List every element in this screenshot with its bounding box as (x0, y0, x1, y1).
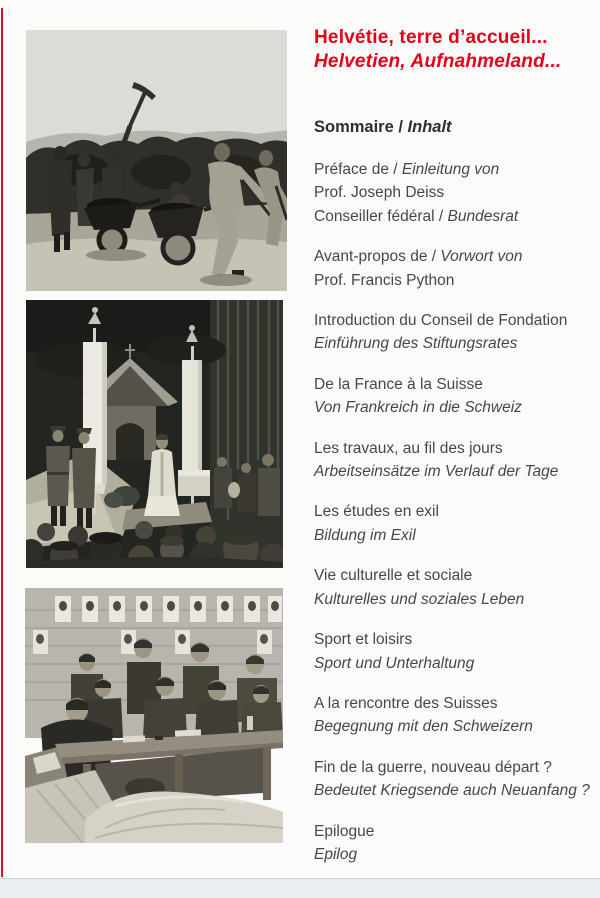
toc-line: Introduction du Conseil de Fondation (314, 312, 568, 330)
toc-line: De la France à la Suisse (314, 375, 483, 393)
toc-entry (314, 564, 596, 611)
toc-entry (314, 158, 596, 228)
toc-entry (314, 309, 596, 356)
toc-entry (314, 692, 596, 739)
toc-entry (314, 628, 596, 675)
toc-line: Bedeutet Kriegsende auch Neuanfang ? (314, 782, 590, 800)
toc-line: Von Frankreich in die Schweiz (314, 399, 522, 417)
toc-line: Les travaux, au fil des jours (314, 439, 503, 457)
toc-entry (314, 245, 596, 292)
page-bottom-edge (0, 878, 600, 898)
work-scene-illustration (26, 30, 287, 291)
toc-line: Arbeitseinsätze im Verlauf der Tage (314, 463, 559, 481)
toc-line: Vie culturelle et sociale (314, 567, 473, 585)
page-title (314, 26, 596, 74)
toc-entry (314, 756, 596, 803)
content-column (314, 26, 596, 883)
photo-classroom (25, 588, 283, 843)
toc-line: Les études en exil (314, 503, 439, 521)
toc-entry (314, 820, 596, 867)
toc-line: Kulturelles und soziales Leben (314, 590, 525, 608)
toc-entry (314, 500, 596, 547)
toc-line: Fin de la guerre, nouveau départ ? (314, 758, 552, 776)
page-edge-red-line (1, 8, 3, 877)
toc-line: Conseiller fédéral / Bundesrat (314, 207, 519, 225)
photo-field-mass (26, 300, 283, 568)
classroom-illustration (25, 588, 283, 843)
photo-work-scene (26, 30, 287, 291)
toc-entry (314, 373, 596, 420)
toc-line: Sport und Unterhaltung (314, 654, 475, 672)
toc-line: Sport et loisirs (314, 631, 413, 649)
title-german: Helvetien, Aufnahmeland... (314, 51, 562, 72)
toc-line: Bildung im Exil (314, 526, 416, 544)
toc-line: Préface de / Einleitung von (314, 161, 500, 178)
toc-line: Epilog (314, 845, 358, 863)
toc-line: Epilogue (314, 822, 375, 840)
field-mass-illustration (26, 300, 283, 568)
toc-entry (314, 437, 596, 484)
title-french: Helvétie, terre d’accueil... (314, 27, 548, 48)
toc-line: A la rencontre des Suisses (314, 694, 498, 712)
toc-line: Begegnung mit den Schweizern (314, 718, 533, 736)
toc-line: Prof. Francis Python (314, 271, 455, 289)
toc-heading: Sommaire / Inhalt (314, 118, 452, 136)
toc-line: Avant-propos de / Vorwort von (314, 248, 523, 266)
toc-line: Einführung des Stiftungsrates (314, 335, 518, 353)
toc-list (314, 158, 596, 866)
toc-line: Prof. Joseph Deiss (314, 184, 445, 202)
